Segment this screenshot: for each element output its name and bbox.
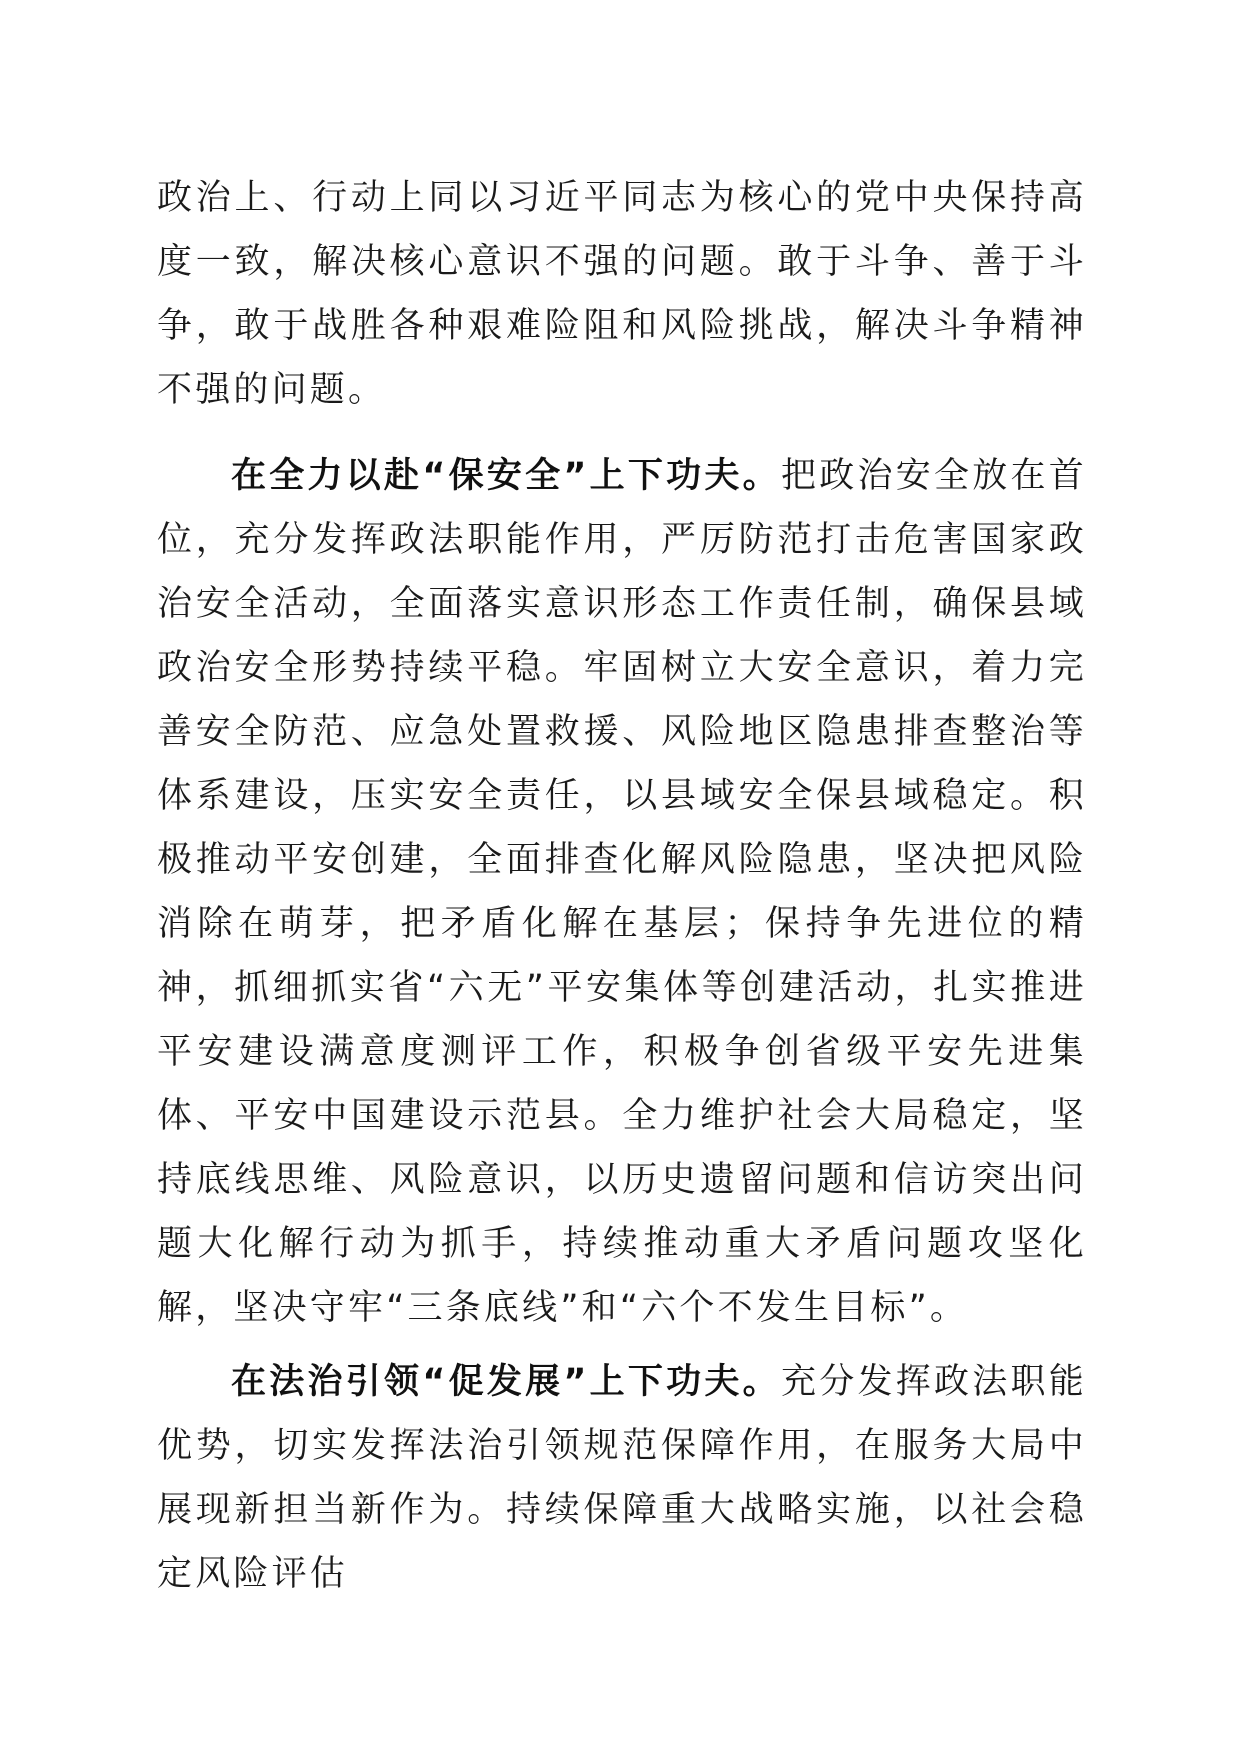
paragraph-development	[157, 1350, 1087, 1606]
paragraph-continuation	[157, 166, 1087, 422]
paragraph-heading: 在全力以赴“保安全”上下功夫。	[231, 456, 781, 496]
paragraph-body: 把政治安全放在首位，充分发挥政法职能作用，严厉防范打击危害国家政治安全活动，全面落实意识形态工作责任制，确保县域政治安全形势持续平稳。牢固树立大安全意识，着力完善安全防范、应急处置救援、风险地区隐患排查整治等体系建设，压实安全责任，以县域安全保县域稳定。积极推动平安创建，全面排查化解风险隐患，坚决把风险消除在萌芽，把矛盾化解在基层；保持争先进位的精神，抓细抓实省“六无”平安集体等创建活动，扎实推进平安建设满意度测评工作，积极争创省级平安先进集体、平安中国建设示范县。全力维护社会大局稳定，坚持底线思维、风险意识，以历史遗留问题和信访突出问题大化解行动为抓手，持续推动重大矛盾问题攻坚化解，坚决守牢“三条底线”和“六个不发生目标”。	[157, 456, 1087, 1328]
paragraph-body: 充分发挥政法职能优势，切实发挥法治引领规范保障作用，在服务大局中展现新担当新作为。持续保障重大战略实施，以社会稳定风险评估	[157, 1362, 1087, 1594]
paragraph-body: 政治上、行动上同以习近平同志为核心的党中央保持高度一致，解决核心意识不强的问题。敢于斗争、善于斗争，敢于战胜各种艰难险阻和风险挑战，解决斗争精神不强的问题。	[157, 178, 1087, 410]
paragraph-heading: 在法治引领“促发展”上下功夫。	[231, 1362, 781, 1402]
paragraph-safety	[157, 444, 1087, 1340]
